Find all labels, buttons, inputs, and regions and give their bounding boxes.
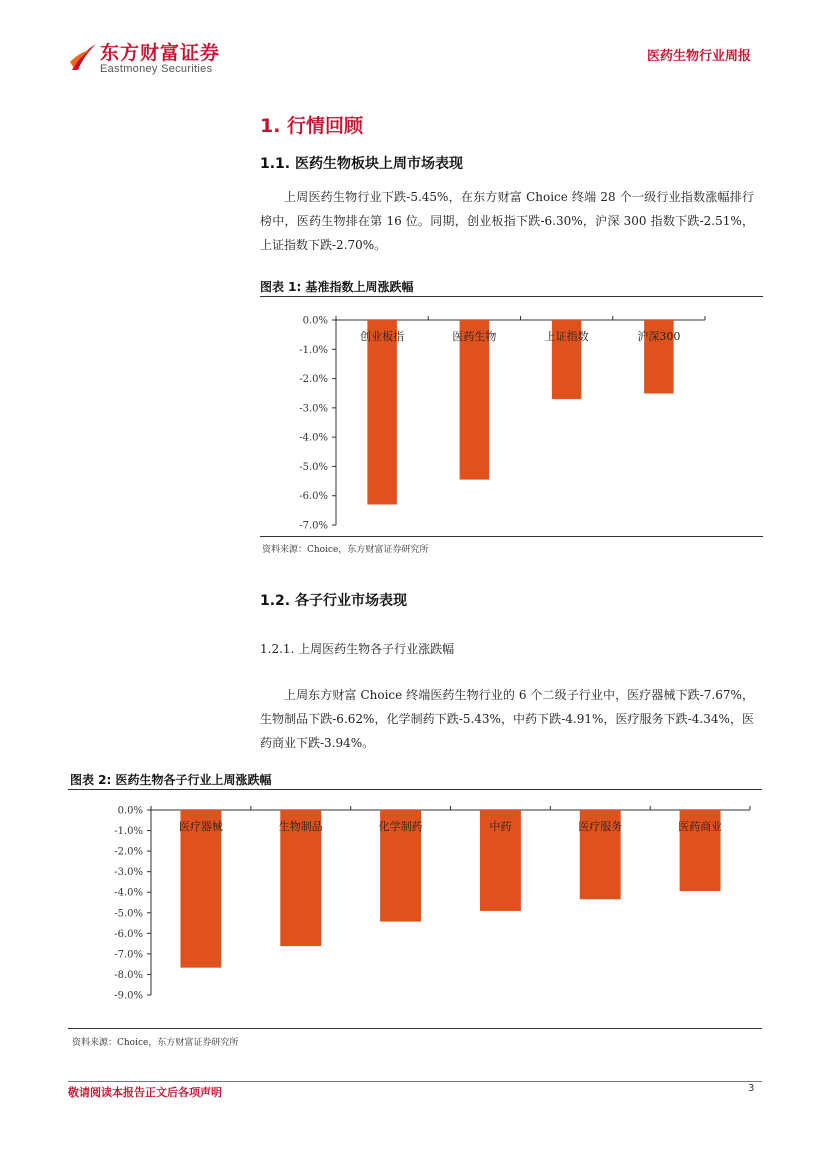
figure-1-title: 图表 1: 基准指数上周涨跌幅 <box>260 280 414 294</box>
y-tick-label: -5.0% <box>299 461 328 473</box>
y-tick-label: -6.0% <box>114 928 143 940</box>
y-tick-label: -7.0% <box>299 520 328 532</box>
y-tick-label: -3.0% <box>114 867 143 879</box>
subsection-title-sub-industry: 1.2. 各子行业市场表现 <box>260 593 407 609</box>
figure-2-title: 图表 2: 医药生物各子行业上周涨跌幅 <box>70 773 272 787</box>
y-tick-label: -7.0% <box>114 949 143 961</box>
x-category-label: 医疗器械 <box>178 820 223 833</box>
figure-2-source: 资料来源：Choice，东方财富证券研究所 <box>72 1038 239 1048</box>
y-tick-label: -4.0% <box>299 432 328 444</box>
section-title: 1. 行情回顾 <box>260 115 364 137</box>
x-category-label: 上证指数 <box>544 330 589 343</box>
bar <box>460 320 490 480</box>
figure-1-top-rule <box>260 296 763 297</box>
y-tick-label: -3.0% <box>299 403 328 415</box>
footer-rule <box>68 1081 762 1082</box>
y-tick-label: -9.0% <box>114 990 143 1002</box>
brand-name-en: Eastmoney Securities <box>100 63 213 75</box>
figure-2-chart <box>68 792 762 1026</box>
x-category-label: 中药 <box>489 820 512 833</box>
figure-1-chart <box>260 300 763 534</box>
y-tick-label: 0.0% <box>302 315 328 327</box>
bar <box>367 320 397 505</box>
brand-name-cn: 东方财富证券 <box>100 42 221 64</box>
brand-logo-icon <box>68 40 98 72</box>
x-category-label: 化学制药 <box>378 820 423 833</box>
x-category-label: 创业板指 <box>360 330 405 343</box>
y-tick-label: -1.0% <box>299 344 328 356</box>
report-name: 医药生物行业周报 <box>646 49 751 64</box>
y-tick-label: -8.0% <box>114 969 143 981</box>
y-tick-label: -2.0% <box>114 846 143 858</box>
figure-2-top-rule <box>68 789 762 790</box>
footer-disclaimer: 敬请阅读本报告正文后各项声明 <box>68 1086 222 1099</box>
paragraph-sub-industry-summary: 上周东方财富 Choice 终端医药生物行业的 6 个二级子行业中，医疗器械下跌-7.67%，生物制品下跌-6.62%，化学制药下跌-5.43%，中药下跌-4.91%，医疗服务下跌-4.34%，医药商业下跌-3.94%。 <box>260 688 754 750</box>
y-tick-label: -4.0% <box>114 887 143 899</box>
x-category-label: 沪深300 <box>637 330 681 343</box>
y-tick-label: -1.0% <box>114 826 143 838</box>
x-category-label: 医药商业 <box>678 820 723 833</box>
figure-1-source: 资料来源：Choice，东方财富证券研究所 <box>262 545 429 555</box>
x-category-label: 医药生物 <box>452 330 497 343</box>
y-tick-label: -6.0% <box>299 491 328 503</box>
subsection-title-market: 1.1. 医药生物板块上周市场表现 <box>260 156 463 172</box>
page-number: 3 <box>748 1083 755 1094</box>
x-category-label: 生物制品 <box>278 820 323 833</box>
figure-2-bottom-rule <box>68 1028 762 1029</box>
bar <box>180 810 221 968</box>
figure-1-bottom-rule <box>260 536 763 537</box>
subsubsection-title: 1.2.1. 上周医药生物各子行业涨跌幅 <box>260 642 455 656</box>
y-tick-label: 0.0% <box>117 805 143 817</box>
y-tick-label: -2.0% <box>299 374 328 386</box>
x-category-label: 医疗服务 <box>578 820 623 833</box>
y-tick-label: -5.0% <box>114 908 143 920</box>
paragraph-market-summary: 上周医药生物行业下跌-5.45%，在东方财富 Choice 终端 28 个一级行业指数涨幅排行榜中，医药生物排在第 16 位。同期，创业板指下跌-6.30%，沪深 300 指数下跌-2.51%，上证指数下跌-2.70%。 <box>260 190 754 252</box>
